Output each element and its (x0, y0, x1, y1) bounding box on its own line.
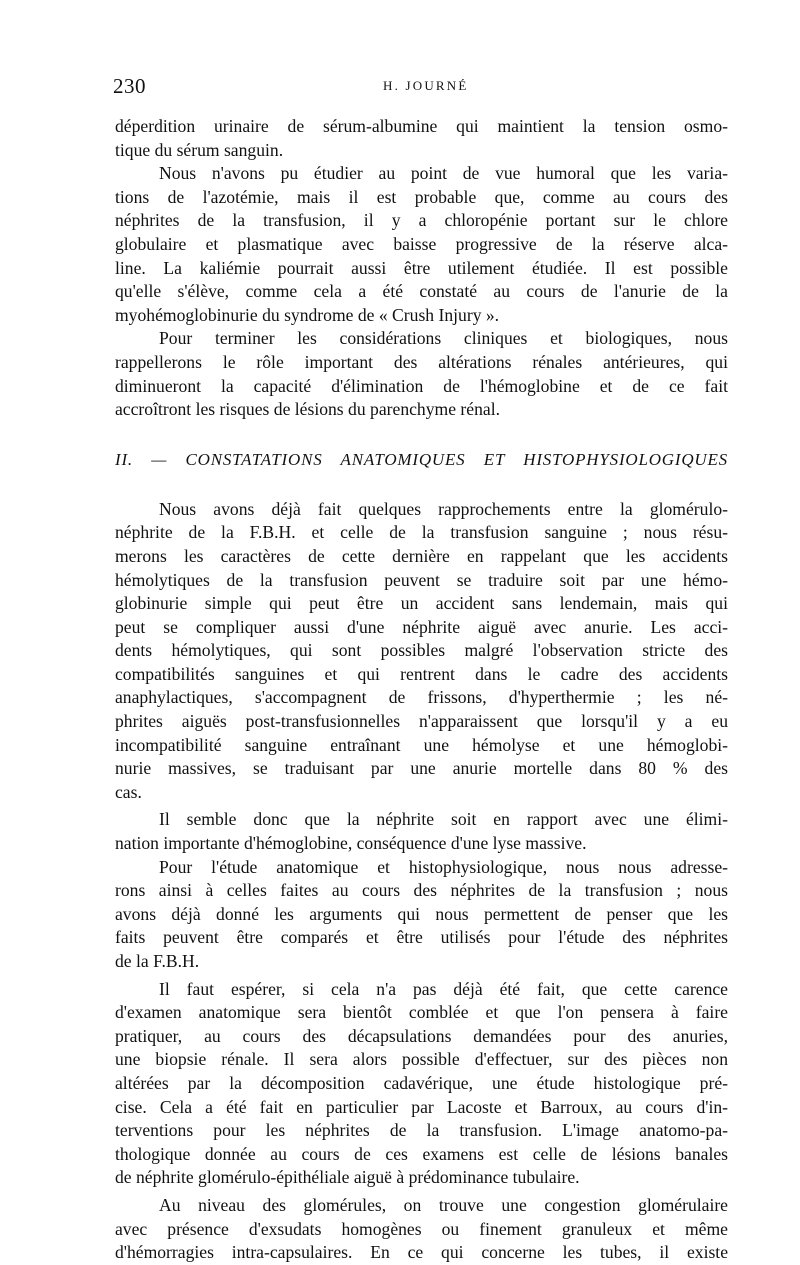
text-line: accroîtront les risques de lésions du parenchyme rénal. (115, 399, 500, 420)
text-line: line. La kaliémie pourrait aussi être utilement étudiée. Il est possible (115, 257, 728, 278)
text-line: dents hémolytiques, qui sont possibles malgré l'observation stricte des (115, 640, 728, 661)
running-head: H. JOURNÉ (383, 78, 469, 93)
text-line: d'hémorragies intra-capsulaires. En ce qui concerne les tubes, il existe (115, 1242, 728, 1263)
text-line: Nous avons déjà fait quelques rapprochements entre la glomérulo- (159, 498, 728, 519)
paragraph-1 (115, 115, 728, 162)
text-line: globulaire et plasmatique avec baisse progressive de la réserve alca- (115, 233, 728, 254)
text-line: compatibilités sanguines et qui rentrent dans le cadre des accidents (115, 663, 728, 684)
paragraph-3 (115, 327, 728, 421)
text-line: Il semble donc que la néphrite soit en rapport avec une élimi- (159, 809, 728, 830)
paragraph-6 (115, 856, 728, 974)
text-line: nurie massives, se traduisant par une anurie mortelle dans 80 % des (115, 758, 728, 779)
text-line: peut se compliquer aussi d'une néphrite aiguë avec anurie. Les acci- (115, 616, 728, 637)
text-line: tique du sérum sanguin. (115, 139, 284, 160)
text-line: qu'elle s'élève, comme cela a été constaté au cours de l'anurie de la (115, 281, 728, 302)
text-line: incompatibilité sanguine entraînant une hémolyse et une hémoglobi- (115, 734, 728, 755)
text-line: Il faut espérer, si cela n'a pas déjà été fait, que cette carence (159, 978, 728, 999)
text-line: terventions pour les néphrites de la transfusion. L'image anatomo-pa- (115, 1120, 728, 1141)
page-number: 230 (113, 74, 146, 98)
section-heading-block (115, 448, 728, 472)
paragraph-8 (115, 1194, 728, 1265)
text-line: anaphylactiques, s'accompagnent de frissons, d'hyperthermie ; les né- (115, 687, 728, 708)
text-line: avec présence d'exsudats homogènes ou finement granuleux et même (115, 1218, 728, 1239)
text-line: une biopsie rénale. Il sera alors possible d'effectuer, sur des pièces non (115, 1049, 728, 1070)
text-line: néphrite de la F.B.H. et celle de la transfusion sanguine ; nous résu- (115, 522, 728, 543)
body-text (115, 115, 728, 1265)
text-line: phrites aiguës post-transfusionnelles n'apparaissent que lorsqu'il y a eu (115, 711, 728, 732)
text-line: pratiquer, au cours des décapsulations demandées pour des anuries, (115, 1025, 728, 1046)
text-line: cas. (115, 781, 142, 802)
text-line: Pour terminer les considérations cliniques et biologiques, nous (159, 328, 728, 349)
text-line: d'examen anatomique sera bientôt comblée et que l'on pensera à faire (115, 1002, 728, 1023)
paragraph-7 (115, 978, 728, 1190)
text-line: cise. Cela a été fait en particulier par Lacoste et Barroux, au cours d'in- (115, 1096, 728, 1117)
text-line: globinurie simple qui peut être un accident sans lendemain, mais qui (115, 593, 728, 614)
paragraph-5 (115, 808, 728, 855)
text-line: myohémoglobinurie du syndrome de « Crush Injury ». (115, 304, 500, 325)
text-line: avons déjà donné les arguments qui nous permettent de penser que les (115, 903, 728, 924)
text-line: rappellerons le rôle important des altérations rénales antérieures, qui (115, 351, 728, 372)
section-heading: II. — CONSTATATIONS ANATOMIQUES ET HISTOPHYSIOLOGIQUES (115, 449, 728, 469)
text-line: altérées par la décomposition cadavérique, une étude histologique pré- (115, 1072, 728, 1093)
text-line: déperdition urinaire de sérum-albumine qui maintient la tension osmo- (115, 116, 728, 136)
text-line: nation importante d'hémoglobine, conséquence d'une lyse massive. (115, 833, 587, 854)
text-line: hémolytiques de la transfusion peuvent se traduire soit par une hémo- (115, 569, 728, 590)
text-line: de néphrite glomérulo-épithéliale aiguë à prédominance tubulaire. (115, 1167, 580, 1188)
text-line: tions de l'azotémie, mais il est probable que, comme au cours des (115, 186, 728, 207)
text-line: faits peuvent être comparés et être utilisés pour l'étude des néphrites (115, 927, 728, 948)
text-line: thologique donnée au cours de ces examens est celle de lésions banales (115, 1143, 728, 1164)
text-line: Pour l'étude anatomique et histophysiologique, nous nous adresse- (159, 856, 728, 877)
text-line: rons ainsi à celles faites au cours des néphrites de la transfusion ; nous (115, 880, 728, 901)
text-line: Nous n'avons pu étudier au point de vue humoral que les varia- (159, 163, 728, 184)
text-line: merons les caractères de cette dernière en rappelant que les accidents (115, 545, 728, 566)
paragraph-2 (115, 162, 728, 327)
text-line: de la F.B.H. (115, 951, 200, 971)
text-line: néphrites de la transfusion, il y a chloropénie portant sur le chlore (115, 210, 728, 231)
text-line: diminueront la capacité d'élimination de l'hémoglobine et de ce fait (115, 375, 728, 396)
page-header (113, 74, 728, 100)
text-line: Au niveau des glomérules, on trouve une congestion glomérulaire (159, 1194, 728, 1215)
paragraph-4 (115, 498, 728, 805)
